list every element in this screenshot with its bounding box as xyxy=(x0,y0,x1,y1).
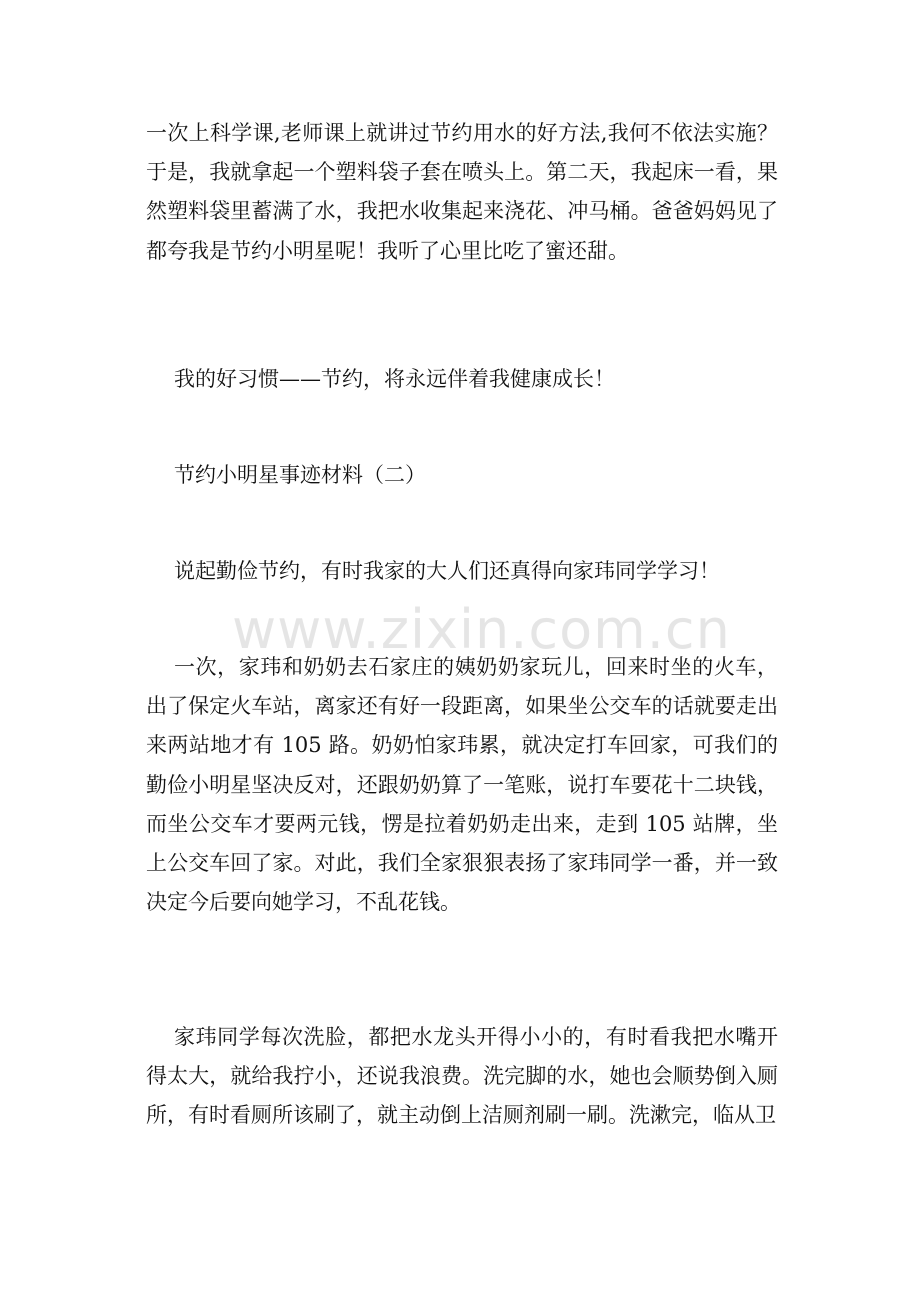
paragraph-train-story: 一次，家玮和奶奶去石家庄的姨奶奶家玩儿，回来时坐的火车，出了保定火车站，离家还有好一段距离，如果坐公交车的话就要走出来两站地才有 105 路。奶奶怕家玮累，就决定打车回家，可我们的勤俭小明星坚决反对，还跟奶奶算了一笔账，说打车要花十二块钱，而坐公交车才要两元钱，愣是拉着奶奶走出来，走到 105 站牌，坐上公交车回了家。对此，我们全家狠狠表扬了家玮同学一番，并一致决定今后要向她学习，不乱花钱。 xyxy=(146,655,778,915)
paragraph-water-saving: 家玮同学每次洗脸，都把水龙头开得小小的，有时看我把水嘴开得太大，就给我拧小，还说我浪费。洗完脚的水，她也会顺势倒入厕所，有时看厕所该刷了，就主动倒上洁厕剂刷一刷。洗漱完，临从卫 xyxy=(146,1025,778,1128)
paragraph-intro-second: 说起勤俭节约，有时我家的大人们还真得向家玮同学学习！ xyxy=(174,559,720,583)
section-heading: 节约小明星事迹材料（二） xyxy=(174,463,426,487)
paragraph-habit-statement: 我的好习惯——节约，将永远伴着我健康成长！ xyxy=(174,367,615,391)
paragraph-intro-continuation: 一次上科学课,老师课上就讲过节约用水的好方法,我何不依法实施？于是，我就拿起一个塑料袋子套在喷头上。第二天，我起床一看，果然塑料袋里蓄满了水，我把水收集起来浇花、冲马桶。爸爸妈妈见了都夸我是节约小明星呢！我听了心里比吃了蜜还甜。 xyxy=(146,121,778,263)
watermark-text: www.zixin.com.cn xyxy=(232,598,731,661)
